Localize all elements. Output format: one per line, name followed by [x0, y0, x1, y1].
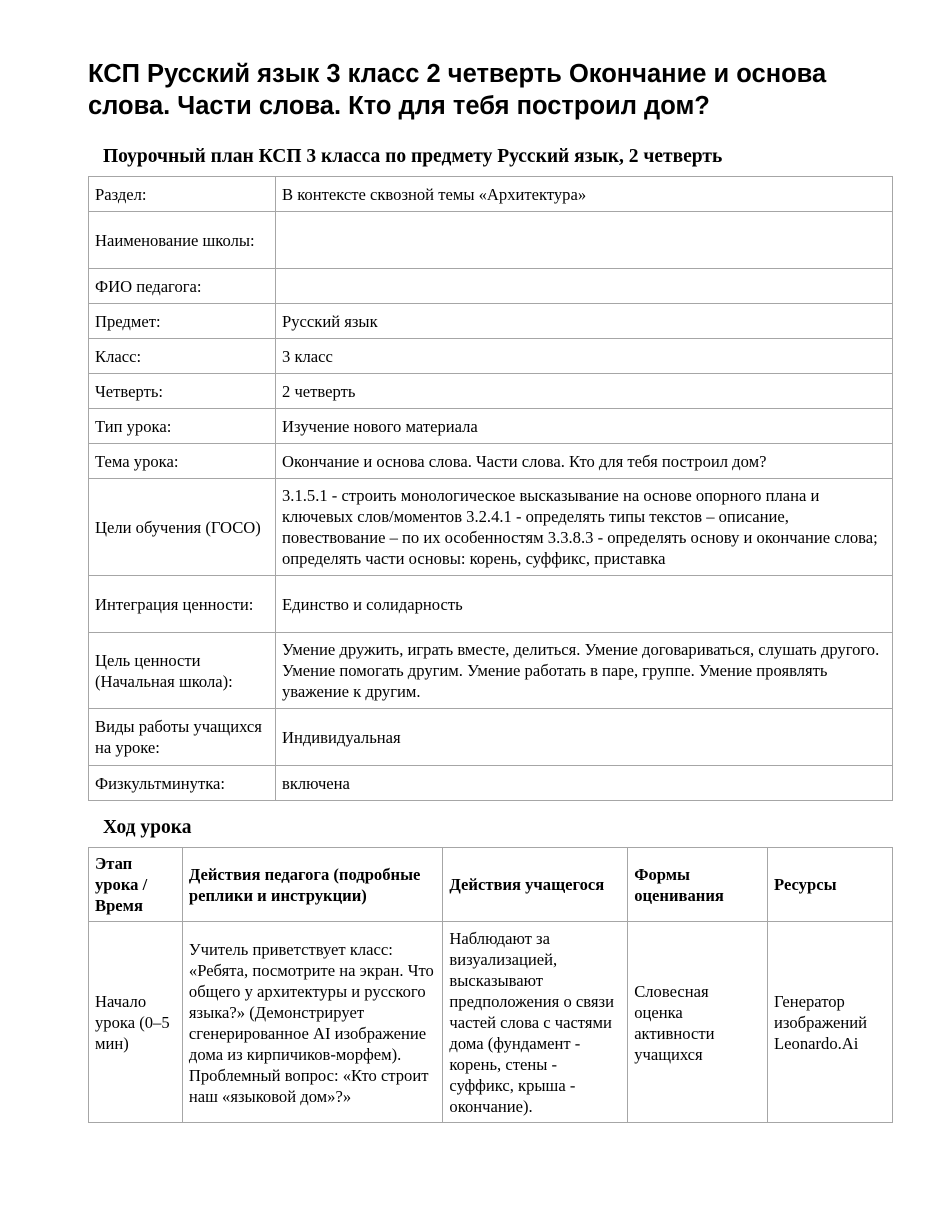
info-value: Русский язык [276, 304, 893, 339]
column-header-assessment: Формы оценивания [628, 848, 768, 922]
lesson-info-table [88, 176, 893, 801]
lesson-header-row [89, 848, 893, 922]
info-value: Умение дружить, играть вместе, делиться. Умение договариваться, слушать другого. Умение помогать другим. Умение работать в паре, группе. Умение проявлять уважение к другим. [276, 633, 893, 709]
info-row-school [89, 212, 893, 269]
info-row-lesson-type [89, 409, 893, 444]
info-row-learning-goals [89, 479, 893, 576]
assessment-cell: Словесная оценка активности учащихся [628, 922, 768, 1123]
info-value: включена [276, 766, 893, 801]
info-value: Индивидуальная [276, 709, 893, 766]
student-actions-cell: Наблюдают за визуализацией, высказывают предположения о связи частей слова с частями дома (фундамент - корень, стены - суффикс, крыша - окончание). [443, 922, 628, 1123]
info-value [276, 212, 893, 269]
column-header-student-actions: Действия учащегося [443, 848, 628, 922]
teacher-actions-cell: Учитель приветствует класс: «Ребята, посмотрите на экран. Что общего у архитектуры и русского языка?» (Демонстрирует сгенерированное AI изображение дома из кирпичиков-морфем). Проблемный вопрос: «Кто строит наш «языковой дом»?» [182, 922, 443, 1123]
info-row-value-goal [89, 633, 893, 709]
table-row [89, 922, 893, 1123]
info-row-subject [89, 304, 893, 339]
document-page [88, 58, 893, 1123]
info-value: Изучение нового материала [276, 409, 893, 444]
info-value: Окончание и основа слова. Части слова. Кто для тебя построил дом? [276, 444, 893, 479]
info-value: 3 класс [276, 339, 893, 374]
info-label: ФИО педагога: [89, 269, 276, 304]
info-label: Цель ценности (Начальная школа): [89, 633, 276, 709]
document-title: КСП Русский язык 3 класс 2 четверть Окончание и основа слова. Части слова. Кто для тебя построил дом? [88, 60, 827, 120]
info-row-value-integration [89, 576, 893, 633]
lesson-flow-table [88, 847, 893, 1123]
info-row-teacher [89, 269, 893, 304]
lesson-heading: Ход урока [103, 817, 192, 838]
column-header-teacher-actions: Действия педагога (подробные реплики и инструкции) [182, 848, 443, 922]
info-label: Цели обучения (ГОСО) [89, 479, 276, 576]
info-label: Раздел: [89, 177, 276, 212]
info-label: Тема урока: [89, 444, 276, 479]
info-label: Класс: [89, 339, 276, 374]
column-header-stage: Этап урока / Время [89, 848, 183, 922]
info-label: Интеграция ценности: [89, 576, 276, 633]
info-value: В контексте сквозной темы «Архитектура» [276, 177, 893, 212]
plan-heading: Поурочный план КСП 3 класса по предмету Русский язык, 2 четверть [103, 146, 723, 167]
info-label: Тип урока: [89, 409, 276, 444]
info-row-section [89, 177, 893, 212]
info-row-quarter [89, 374, 893, 409]
info-label: Наименование школы: [89, 212, 276, 269]
info-label: Четверть: [89, 374, 276, 409]
info-label: Виды работы учащихся на уроке: [89, 709, 276, 766]
info-label: Предмет: [89, 304, 276, 339]
resources-cell: Генератор изображений Leonardo.Ai [768, 922, 893, 1123]
info-row-lesson-topic [89, 444, 893, 479]
lesson-stage-cell: Начало урока (0–5 мин) [89, 922, 183, 1123]
column-header-resources: Ресурсы [768, 848, 893, 922]
info-value: Единство и солидарность [276, 576, 893, 633]
info-value: 2 четверть [276, 374, 893, 409]
info-row-work-types [89, 709, 893, 766]
info-value: 3.1.5.1 - строить монологическое высказывание на основе опорного плана и ключевых слов/моментов 3.2.4.1 - определять типы текстов – описание, повествование – по их особенностям 3.3.8.3 - определять основу и окончание слова; определять части основы: корень, суффикс, приставка [276, 479, 893, 576]
info-row-grade [89, 339, 893, 374]
info-row-exercise-break [89, 766, 893, 801]
info-value [276, 269, 893, 304]
info-label: Физкультминутка: [89, 766, 276, 801]
